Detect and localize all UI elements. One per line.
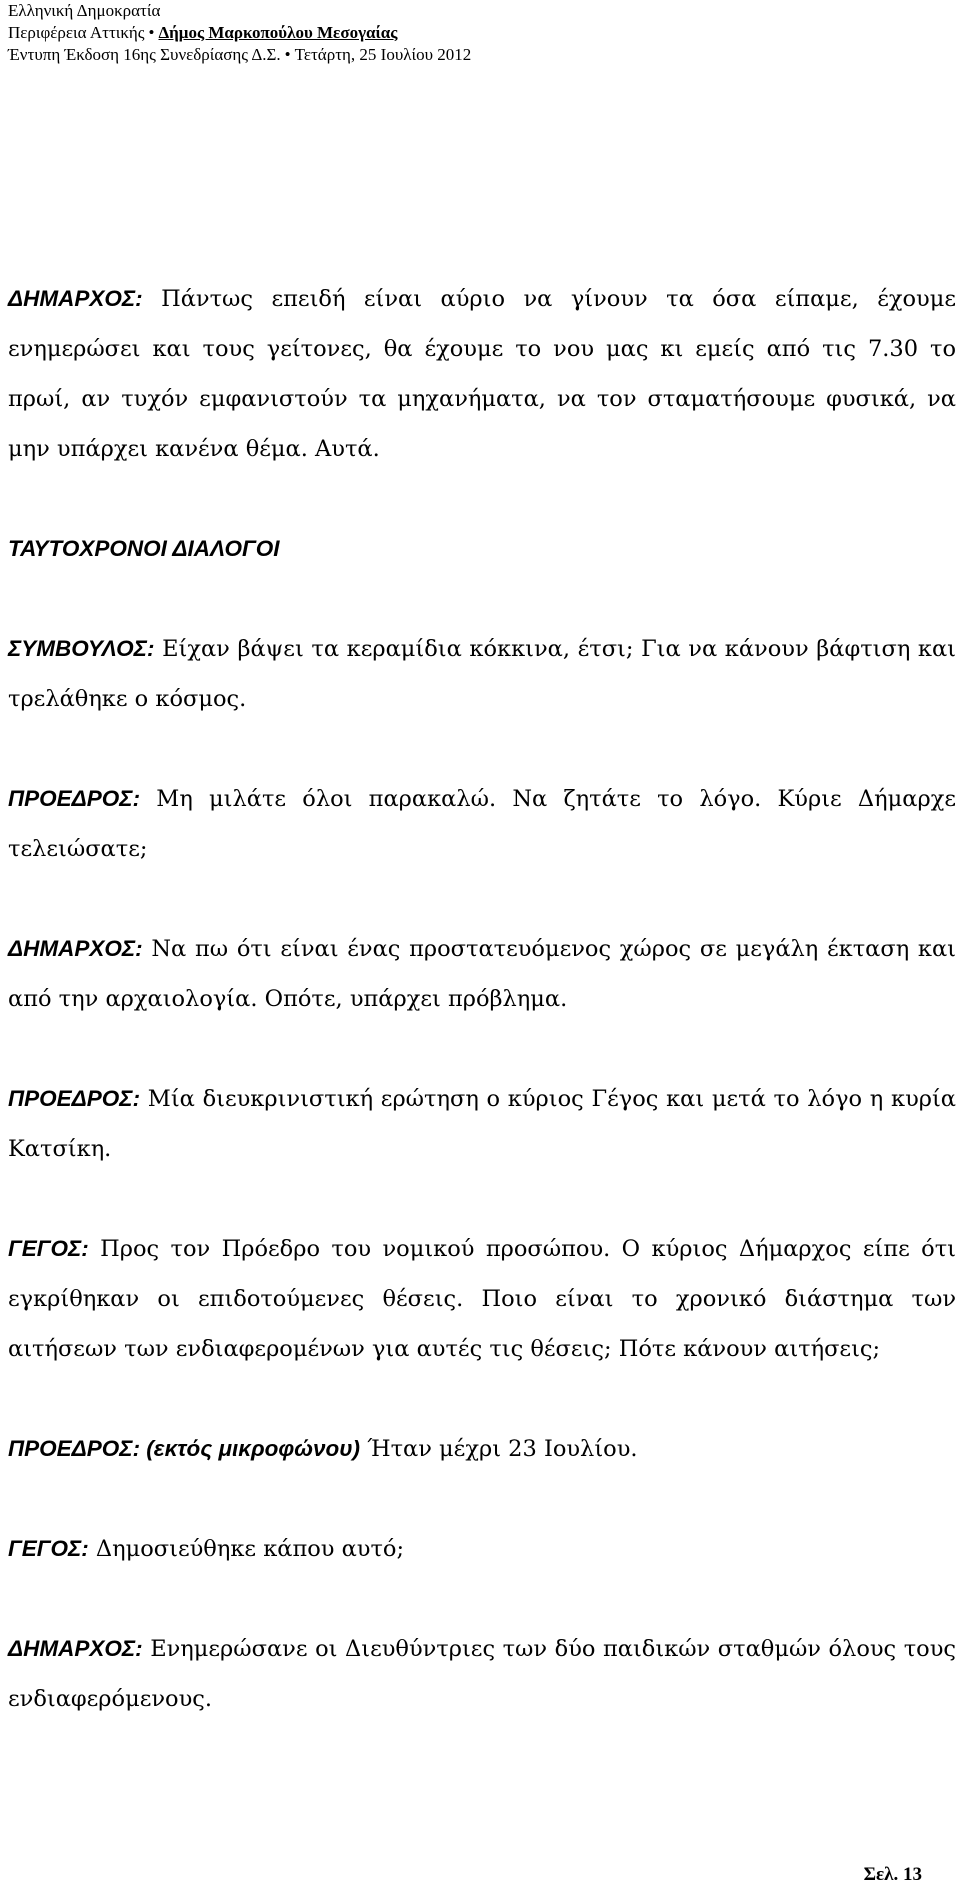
- header-region-line: [8, 22, 471, 44]
- header-country: Ελληνική Δημοκρατία: [8, 1, 161, 20]
- speech-text: Είχαν βάψει τα κεραμίδια κόκκινα, έτσι; Για να κάνουν βάφτιση και τρελάθηκε ο κόσμος.: [8, 636, 956, 712]
- transcript-paragraph: [8, 1524, 956, 1574]
- section-title: ΤΑΥΤΟΧΡΟΝΟΙ ΔΙΑΛΟΓΟΙ: [8, 536, 280, 561]
- header-session-line: [8, 44, 471, 66]
- header-bullet: •: [284, 45, 291, 64]
- transcript-paragraph: [8, 774, 956, 874]
- speaker-label: ΓΕΓΟΣ:: [8, 1236, 89, 1261]
- speaker-label: ΠΡΟΕΔΡΟΣ: (εκτός μικροφώνου): [8, 1436, 361, 1461]
- speech-text: Ενημερώσανε οι Διευθύντριες των δύο παιδικών σταθμών όλους τους ενδιαφερόμενους.: [8, 1636, 956, 1712]
- speech-text: Μη μιλάτε όλοι παρακαλώ. Να ζητάτε το λόγο. Κύριε Δήμαρχε τελειώσατε;: [8, 786, 956, 862]
- speaker-label: ΓΕΓΟΣ:: [8, 1536, 89, 1561]
- speech-text: Πάντως επειδή είναι αύριο να γίνουν τα όσα είπαμε, έχουμε ενημερώσει και τους γείτονες, θα έχουμε το νου μας κι εμείς από τις 7.30 το πρωί, αν τυχόν εμφανιστούν τα μηχανήματα, να τον σταματήσουμε φυσικά, να μην υπάρχει κανένα θέμα. Αυτά.: [8, 286, 956, 462]
- header-date: Τετάρτη, 25 Ιουλίου 2012: [294, 45, 472, 64]
- speaker-label: ΠΡΟΕΔΡΟΣ:: [8, 786, 141, 811]
- speaker-label: ΣΥΜΒΟΥΛΟΣ:: [8, 636, 155, 661]
- speaker-label: ΠΡΟΕΔΡΟΣ:: [8, 1086, 141, 1111]
- speech-text: Προς τον Πρόεδρο του νομικού προσώπου. Ο κύριος Δήμαρχος είπε ότι εγκρίθηκαν οι επιδοτούμενες θέσεις. Ποιο είναι το χρονικό διάστημα των αιτήσεων των ενδιαφερομένων για αυτές τις θέσεις; Πότε κάνουν αιτήσεις;: [8, 1236, 956, 1362]
- transcript-paragraph: [8, 274, 956, 474]
- transcript-paragraph: [8, 924, 956, 1024]
- header-session: Έντυπη Έκδοση 16ης Συνεδρίασης Δ.Σ.: [8, 45, 281, 64]
- page-number: Σελ. 13: [863, 1864, 922, 1885]
- speech-text: Ήταν μέχρι 23 Ιουλίου.: [360, 1436, 638, 1462]
- document-header: [8, 0, 471, 66]
- header-region: Περιφέρεια Αττικής: [8, 23, 145, 42]
- transcript-paragraph: [8, 624, 956, 724]
- header-municipality: Δήμος Μαρκοπούλου Μεσογαίας: [158, 23, 398, 42]
- transcript-paragraph: [8, 1624, 956, 1724]
- speaker-label: ΔΗΜΑΡΧΟΣ:: [8, 936, 143, 961]
- transcript-paragraph: [8, 1074, 956, 1174]
- speech-text: Να πω ότι είναι ένας προστατευόμενος χώρος σε μεγάλη έκταση και από την αρχαιολογία. Οπότε, υπάρχει πρόβλημα.: [8, 936, 956, 1012]
- speaker-label: ΔΗΜΑΡΧΟΣ:: [8, 1636, 143, 1661]
- transcript-paragraph: [8, 1424, 956, 1474]
- speech-text: Δημοσιεύθηκε κάπου αυτό;: [88, 1536, 405, 1562]
- speech-text: Μία διευκρινιστική ερώτηση ο κύριος Γέγος και μετά το λόγο η κυρία Κατσίκη.: [8, 1086, 956, 1162]
- header-bullet: •: [148, 23, 155, 42]
- transcript-body: [8, 274, 956, 1724]
- speaker-label: ΔΗΜΑΡΧΟΣ:: [8, 286, 143, 311]
- transcript-paragraph: [8, 1224, 956, 1374]
